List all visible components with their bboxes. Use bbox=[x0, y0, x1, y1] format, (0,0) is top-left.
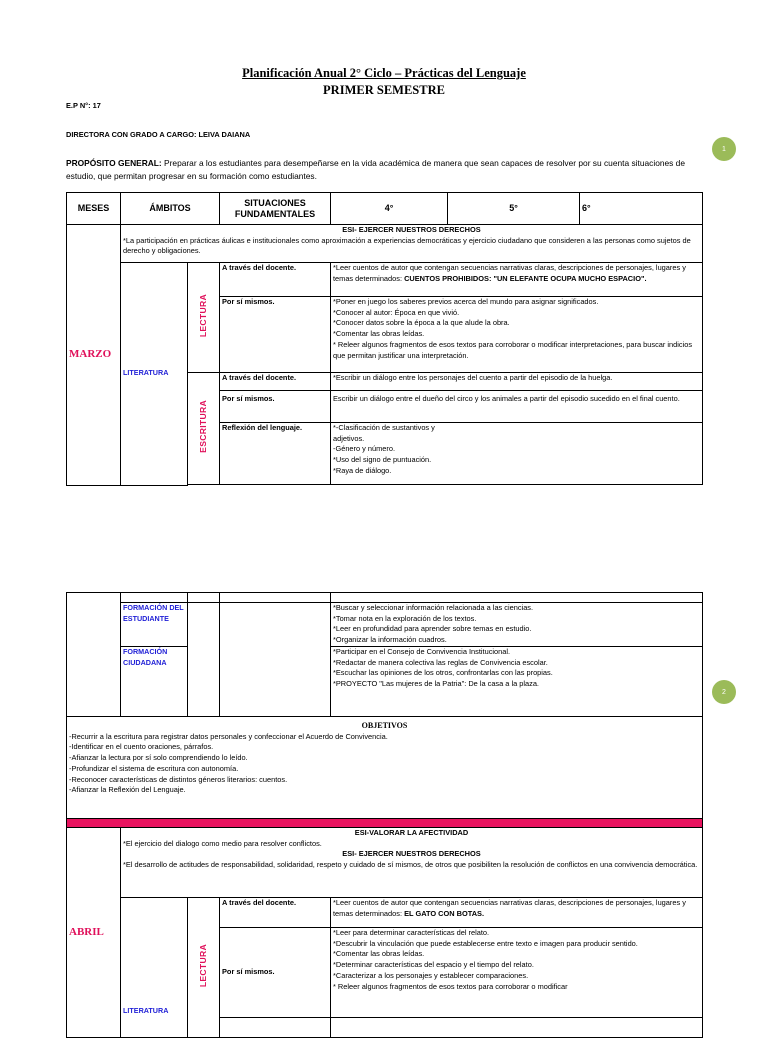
content-formacion-estudiante: *Buscar y seleccionar información relacionada a las ciencias. *Tomar nota en la exploración de los textos. *Leer en profundidad para aprender sobre temas en estudio. *Organizar la información cuadros. bbox=[331, 603, 703, 647]
general-purpose bbox=[66, 157, 706, 183]
director-line: DIRECTORA CON GRADO A CARGO: LEIVA DAIANA bbox=[66, 130, 251, 139]
objectives-block: OBJETIVOS -Recurrir a la escritura para registrar datos personales y confeccionar el Acuerdo de Convivencia. -Identificar en el cuento oraciones, párrafos. -Afianzar la lectura por sí solo comprendiendo lo leído. -Profundizar el sistema de escritura con autonomía. -Reconocer características de distintos géneros literarios: cuentos. -Afianzar la Reflexión del Lenguaje. bbox=[67, 717, 703, 819]
purpose-label: PROPÓSITO GENERAL: bbox=[66, 158, 162, 168]
esi-text: *La participación en prácticas áulicas e institucionales como aproximación a experiencias democráticas y ejercicio ciudadano que consideren a las personas como sujetos de derecho y obligaciones. bbox=[123, 235, 691, 256]
situation-escritura-docente: A través del docente. bbox=[220, 373, 331, 391]
escritura-label: ESCRITURA bbox=[188, 373, 220, 485]
content-por-si-mismos-abril: *Leer para determinar características del relato. *Descubrir la vinculación que puede establecerse entre texto e imagen para producir sentido. *Comentar las obras leídas. *Determinar características del espacio y el tiempo del relato. *Caracterizar a los personajes y establecer comparaciones. * Releer algunos fragmentos de esos textos para corroborar o modificar bbox=[331, 928, 703, 1018]
esi-block-abril: ESI-VALORAR LA AFECTIVIDAD *El ejercicio del dialogo como medio para resolver conflictos. ESI- EJERCER NUESTROS DERECHOS *El desarrollo de actitudes de responsabilidad, solidaridad, respeto y cuidado de sí mismos, de otros que posibiliten la resolución de conflictos en una convivencia democrática. bbox=[121, 828, 703, 898]
empty-month-cell bbox=[67, 593, 121, 717]
objectives-title: OBJETIVOS bbox=[361, 721, 408, 730]
header-ambitos: ÁMBITOS bbox=[121, 193, 220, 225]
situation-docente: A través del docente. bbox=[220, 263, 331, 297]
content-por-si-mismos: *Poner en juego los saberes previos acerca del mundo para asignar significados. *Conocer al autor: Época en que vivió. *Conocer datos sobre la época a la que alude la obra. *Comentar las obras leídas. * Releer algunos fragmentos de esos textos para corroborar o modificar interpretaciones, para buscar indicios que permitan justificar una interpretación. bbox=[331, 297, 703, 373]
page-badge-1: 1 bbox=[712, 137, 736, 161]
esi-title: ESI- EJERCER NUESTROS DERECHOS bbox=[342, 225, 481, 234]
lectura-label-abril: LECTURA bbox=[188, 898, 220, 1038]
situation-docente-abril: A través del docente. bbox=[220, 898, 331, 928]
document-title: Planificación Anual 2° Ciclo – Prácticas del Lenguaje bbox=[242, 66, 526, 80]
content-escritura-docente: *Escribir un diálogo entre los personajes del cuento a partir del episodio de la huelga. bbox=[331, 373, 703, 391]
planning-table-continuation bbox=[66, 592, 703, 1038]
ambito-literatura: LITERATURA bbox=[121, 263, 188, 486]
page-badge-2: 2 bbox=[712, 680, 736, 704]
month-abril: ABRIL bbox=[67, 828, 121, 1038]
header-meses: MESES bbox=[67, 193, 121, 225]
ambito-formacion-ciudadana: FORMACIÓN CIUDADANA bbox=[121, 647, 188, 717]
situation-por-si-mismos-abril: Por sí mismos. bbox=[220, 928, 331, 1018]
school-number: E.P N°: 17 bbox=[66, 101, 101, 110]
month-divider-bar bbox=[67, 819, 703, 828]
header-grade-5: 5° bbox=[448, 193, 580, 225]
lectura-label: LECTURA bbox=[188, 263, 220, 373]
situation-escritura-por-si-mismos: Por sí mismos. bbox=[220, 391, 331, 423]
content-docente-abril: *Leer cuentos de autor que contengan secuencias narrativas claras, descripciones de personajes, lugares y temas determinados: EL GATO CON BOTAS. bbox=[331, 898, 703, 928]
document-subtitle: PRIMER SEMESTRE bbox=[323, 83, 445, 97]
ambito-literatura-abril: LITERATURA bbox=[121, 898, 188, 1038]
content-formacion-ciudadana: *Participar en el Consejo de Convivencia Institucional. *Redactar de manera colectiva las reglas de Convivencia escolar. *Escuchar las opiniones de los otros, confrontarlas con las propias. *PROYECTO "Las mujeres de la Patria": De la casa a la plaza. bbox=[331, 647, 703, 717]
header-grade-6: 6° bbox=[580, 193, 703, 225]
content-reflexion: *-Clasificación de sustantivos y adjetivos. -Género y número. *Uso del signo de puntuación. *Raya de diálogo. bbox=[331, 423, 703, 485]
header-grade-4: 4° bbox=[331, 193, 448, 225]
ambito-formacion-estudiante: FORMACIÓN DEL ESTUDIANTE bbox=[121, 603, 188, 647]
situation-por-si-mismos: Por sí mismos. bbox=[220, 297, 331, 373]
content-docente: *Leer cuentos de autor que contengan secuencias narrativas claras, descripciones de personajes, lugares y temas determinados: CUENTOS PROHIBIDOS: "UN ELEFANTE OCUPA MUCHO ESPACIO". bbox=[331, 263, 703, 297]
esi-block-marzo bbox=[121, 225, 703, 263]
header-situaciones: SITUACIONES FUNDAMENTALES bbox=[220, 193, 331, 225]
situation-reflexion: Reflexión del lenguaje. bbox=[220, 423, 331, 485]
month-marzo: MARZO bbox=[67, 225, 121, 486]
content-escritura-por-si-mismos: Escribir un diálogo entre el dueño del circo y los animales a partir del episodio sucedido en el final cuento. bbox=[331, 391, 703, 423]
planning-table-marzo bbox=[66, 192, 703, 486]
purpose-text: Preparar a los estudiantes para desempeñarse en la vida académica de manera que sean capaces de resolver por su cuenta situaciones de estudio, que permitan progresar en su formación como estudiantes. bbox=[66, 158, 685, 181]
